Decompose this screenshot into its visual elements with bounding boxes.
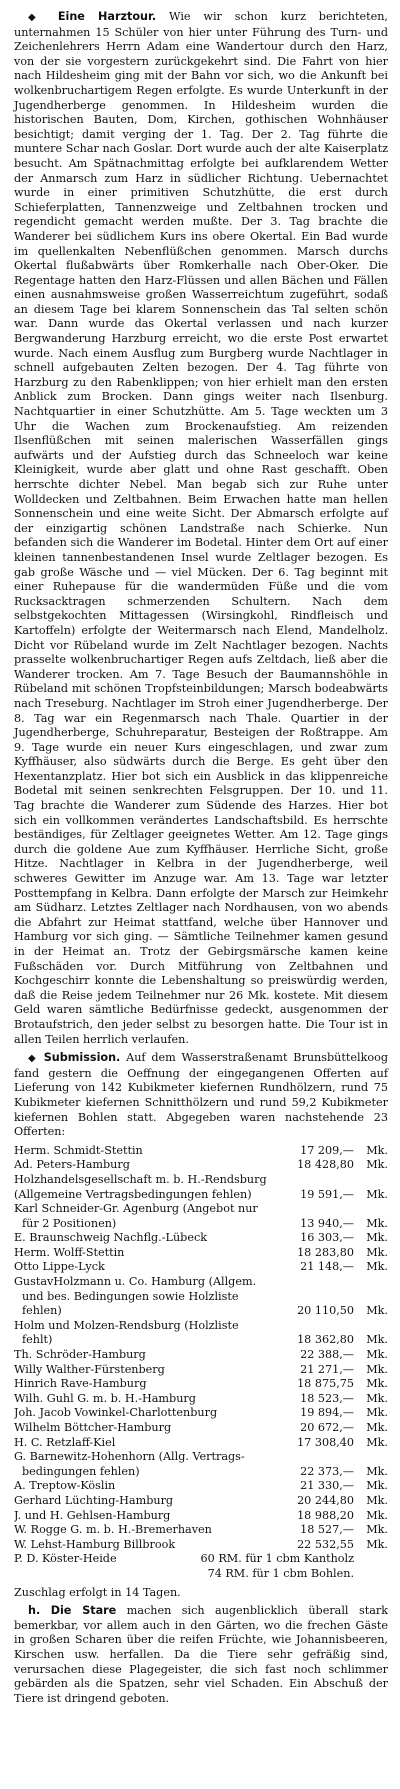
offer-row xyxy=(14,1333,388,1348)
offer-bidder: Hinrich Rave-Hamburg xyxy=(14,1377,147,1391)
offer-bidder: G. Barnewitz-Hohenhorn (Allg. Vertrags- xyxy=(14,1450,245,1464)
offer-bidder: Holm und Molzen-Rendsburg (Holzliste xyxy=(14,1318,239,1332)
offer-row xyxy=(14,1377,388,1392)
offer-row xyxy=(14,1436,388,1451)
offer-row xyxy=(14,1406,388,1421)
offer-bidder: J. und H. Gehlsen-Hamburg xyxy=(14,1508,171,1522)
offer-bidder: A. Treptow-Köslin xyxy=(14,1479,116,1493)
article-marker: h. xyxy=(28,1604,41,1618)
offer-unit: Mk. xyxy=(366,1493,388,1507)
article-heading: Submission. xyxy=(43,1051,121,1065)
offer-amount: 19 894,— xyxy=(300,1406,354,1420)
offer-bidder: bedingungen fehlen) xyxy=(22,1464,140,1478)
offer-amount: 18 428,80 xyxy=(297,1158,354,1172)
offer-bidder: W. Lehst-Hamburg Billbrook xyxy=(14,1537,176,1551)
offer-list xyxy=(14,1144,388,1582)
offer-row xyxy=(14,1465,388,1480)
offer-bidder: (Allgemeine Vertragsbedingungen fehlen) xyxy=(14,1187,252,1201)
offer-bidder: Gerhard Lüchting-Hamburg xyxy=(14,1493,174,1507)
offer-row xyxy=(14,1552,388,1567)
offer-unit: Mk. xyxy=(366,1421,388,1434)
offer-bidder: für 2 Positionen) xyxy=(22,1216,117,1230)
article-submission xyxy=(14,1051,388,1140)
offer-bidder: H. C. Retzlaff-Kiel xyxy=(14,1435,116,1449)
offer-amount: 21 271,— xyxy=(300,1362,354,1376)
offer-amount: 22 388,— xyxy=(300,1348,354,1362)
article-heading: Eine Harztour. xyxy=(57,10,157,23)
offer-unit: Mk. xyxy=(366,1333,388,1347)
offer-amount: 13 940,— xyxy=(300,1216,354,1230)
offer-unit: Mk. xyxy=(366,1479,388,1493)
offer-row xyxy=(14,1173,388,1188)
offer-unit: Mk. xyxy=(366,1143,388,1157)
offer-bidder: Otto Lippe-Lyck xyxy=(14,1260,105,1274)
offer-row xyxy=(14,1509,388,1524)
offer-amount: 17 308,40 xyxy=(297,1435,354,1449)
offer-bidder: und bes. Bedingungen sowie Holzliste xyxy=(22,1289,239,1303)
offer-row xyxy=(14,1246,388,1261)
offer-amount: 18 875,75 xyxy=(297,1377,354,1391)
offer-unit: Mk. xyxy=(366,1464,388,1478)
offer-row xyxy=(14,1290,388,1305)
offer-row xyxy=(14,1319,388,1334)
offer-unit: Mk. xyxy=(366,1391,388,1405)
offer-unit: Mk. xyxy=(366,1508,388,1522)
article-heading: Die Stare xyxy=(50,1604,117,1618)
offer-bidder: W. Rogge G. m. b. H.-Bremerhaven xyxy=(14,1523,212,1537)
offer-bidder: Th. Schröder-Hamburg xyxy=(14,1348,146,1362)
offer-bidder: GustavHolzmann u. Co. Hamburg (Allgem. xyxy=(14,1275,257,1289)
offer-bidder: fehlen) xyxy=(22,1304,62,1318)
offer-row xyxy=(14,1363,388,1378)
offer-row xyxy=(14,1479,388,1494)
offer-row xyxy=(14,1275,388,1290)
offer-bidder: Ad. Peters-Hamburg xyxy=(14,1158,130,1172)
offer-unit: Mk. xyxy=(366,1435,388,1449)
offer-row xyxy=(14,1144,388,1159)
article-body: machen sich augenblicklich überall stark bemerkbar, vor allem auch in den Gärten, wo die frechen Gäste in großen Scharen über die reifen Früchte, wie Johannisbeeren, Kirschen usw. herfallen. Da die Tiere sehr gefräßig sind, verursachen diese Plagegeister, die sich fast noch schlimmer gebärden als die Spatzen, sehr viel Schaden. Ein Abschuß der Tiere ist dringend geboten. xyxy=(14,1604,388,1705)
article-stare xyxy=(14,1604,388,1706)
offer-unit: Mk. xyxy=(366,1158,388,1172)
offer-row xyxy=(14,1450,388,1465)
offer-row xyxy=(14,1260,388,1275)
offer-bidder: Willy Walther-Fürstenberg xyxy=(14,1362,165,1376)
diamond-bullet-icon: ◆ xyxy=(28,12,45,23)
offer-unit: Mk. xyxy=(366,1231,388,1245)
offer-amount: 18 988,20 xyxy=(297,1508,354,1522)
article-body: Wie wir schon kurz berichteten, unternahmen 15 Schüler von hier unter Führung des Turn- und Zeichenlehrers Herrn Adam eine Wandertour durch den Harz, von der sie vorgestern zurückgekehrt sind. Die Fahrt von hier nach Hildesheim ging mit der Bahn vor sich, wo die Ankunft bei wolkenbruchartigem Regen erfolgte. Es wurde Unterkunft in der Jugendherberge genommen. In Hildesheim wurden die historischen Bauten, Dom, Kirchen, gothischen Wohnhäuser besichtigt; damit verging der 1. Tag. Der 2. Tag führte die muntere Schar nach Goslar. Dort wurde auch der alte Kaiserplatz besucht. Am Spätnachmittag erfolgte bei aufklarendem Wetter der Anmarsch zum Harz in südlicher Richtung. Uebernachtet wurde in einer primitiven Schutzhütte, die erst durch Schieferplatten, Tannenzweige und Zeltbahnen trocken und regendicht gemacht werden mußte. Der 3. Tag brachte die Wanderer bei südlichem Kurs ins obere Okertal. Ein Bad wurde im quellenkalten Nebenflüßchen genommen. Marsch durchs Okertal flußabwärts über Romkerhalle nach Ober-Oker. Die Regentage hatten den Harz-Flüssen und allen Bächen und Fällen einen ausnahmsweise großen Wasserreichtum zugeführt, sodaß an diesem Tage bei klarem Sonnenschein das Tal selten schön war. Dann wurde das Okertal verlassen und nach kurzer Bergwanderung Harzburg erreicht, wo die erste Post erwartet wurde. Nach einem Ausflug zum Burgberg wurde Nachtlager in schnell aufgebauten Zelten bezogen. Der 4. Tag führte von Harzburg zu den Rabenklippen; von hier erhielt man den ersten Anblick zum Brocken. Dann gings weiter nach Ilsenburg. Nachtquartier in einer Schutzhütte. Am 5. Tage weckten um 3 Uhr die Wachen zum Brockenaufstieg. Am reizenden Ilsenflüßchen mit seinen malerischen Wasserfällen gings aufwärts und der Aufstieg durch das Schneeloch war keine Kleinigkeit, wurde aber glatt und ohne Rast geschafft. Oben herrschte dichter Nebel. Man begab sich zur Ruhe unter Wolldecken und Zeltbahnen. Beim Erwachen hatte man hellen Sonnenschein und eine weite Sicht. Der Abmarsch erfolgte auf der einzigartig schönen Landstraße nach Schierke. Nun befanden sich die Wanderer im Bodetal. Hinter dem Ort auf einer kleinen tannenbestandenen Insel wurde Zeltlager bezogen. Es gab große Wäsche und — viel Mücken. Der 6. Tag beginnt mit einer Ruhepause für die wandermüden Füße und die vom Rucksacktragen schmerzenden Schultern. Nach dem selbstgekochten Mittagessen (Wirsingkohl, Rindfleisch und Kartoffeln) erfolgte der Weitermarsch nach Elend, Mandelholz. Dicht vor Rübeland wurde im Zelt Nachtlager bezogen. Nachts prasselte wolkenbruchartiger Regen aufs Zeltdach, ließ aber die Wanderer trocken. Am 7. Tage Besuch der Baumannshöhle in Rübeland mit schönen Tropfsteinbildungen; Marsch bodeabwärts nach Treseburg. Nachtlager im Stroh einer Jugendherberge. Der 8. Tag war ein Regenmarsch nach Thale. Quartier in der Jugendherberge, Schuhreparatur, Besteigen der Roßtrappe. Am 9. Tage wurde ein neuer Kurs eingeschlagen, und zwar zum Kyffhäuser, also südwärts durch die Berge. Es geht über den Hexentanzplatz. Hier bot sich ein Ausblick in das klippenreiche Bodetal mit seinen senkrechten Felsgruppen. Der 10. und 11. Tag brachte die Wanderer zum Südende des Harzes. Hier bot sich ein vollkommen verändertes Landschaftsbild. Es herrschte beständiges, für Zeltlager geeignetes Wetter. Am 12. Tage gings durch die goldene Aue zum Kyffhäuser. Herrliche Sicht, große Hitze. Nachtlager in Kelbra in der Jugendherberge, weil schweres Gewitter im Anzuge war. Am 13. Tage war letzter Posttempfang in Kelbra. Dann erfolgte der Marsch zur Heimkehr am Südharz. Letztes Zeltlager nach Nordhausen, von wo abends die Abfahrt zur Heimat stattfand, welche über Hannover und Hamburg vor sich ging. — Sämtliche Teilnehmer kamen gesund in der Heimat an. Trotz der Gebirgsmärsche kamen keine Fußschäden vor. Durch Mitführung von Zeltbahnen und Kochgeschirr konnte die Lebenshaltung so preiswürdig werden, daß die Reise jedem Teilnehmer nur 26 Mk. kostete. Mit diesem Geld waren sämtliche Bedürfnisse gedeckt, ausgenommen der Brotaufstrich, den jeder selbst zu besorgen hatte. Die Tour ist in allen Teilen herrlich verlaufen. xyxy=(14,10,388,1046)
offer-amount: 16 303,— xyxy=(300,1231,354,1245)
offer-bidder: Herm. Schmidt-Stettin xyxy=(14,1143,143,1157)
offer-bidder: Joh. Jacob Vowinkel-Charlottenburg xyxy=(14,1406,218,1420)
offer-bidder: Wilhelm Böttcher-Hamburg xyxy=(14,1421,172,1434)
offer-amount: 74 RM. für 1 cbm Bohlen. xyxy=(207,1566,354,1580)
offer-amount: 18 527,— xyxy=(300,1523,354,1537)
offer-amount: 22 532,55 xyxy=(297,1537,354,1551)
offer-amount: 21 330,— xyxy=(300,1479,354,1493)
offer-unit: Mk. xyxy=(366,1304,388,1318)
offer-row xyxy=(14,1217,388,1232)
offer-row xyxy=(14,1494,388,1509)
offer-amount: 20 110,50 xyxy=(297,1304,354,1318)
offer-bidder: E. Braunschweig Nachflg.-Lübeck xyxy=(14,1231,207,1245)
offer-bidder: Herm. Wolff-Stettin xyxy=(14,1245,125,1259)
offer-row xyxy=(14,1567,388,1582)
offer-row xyxy=(14,1188,388,1203)
offer-amount: 22 373,— xyxy=(300,1464,354,1478)
offer-row xyxy=(14,1304,388,1319)
offer-unit: Mk. xyxy=(366,1348,388,1362)
offer-bidder: Holzhandelsgesellschaft m. b. H.-Rendsburg xyxy=(14,1172,267,1186)
offer-unit: Mk. xyxy=(366,1362,388,1376)
offer-unit: Mk. xyxy=(366,1406,388,1420)
offer-unit: Mk. xyxy=(366,1377,388,1391)
offer-amount: 18 362,80 xyxy=(297,1333,354,1347)
offer-unit: Mk. xyxy=(366,1245,388,1259)
offer-row xyxy=(14,1202,388,1217)
offer-row xyxy=(14,1231,388,1246)
offer-amount: 20 672,— xyxy=(300,1421,354,1434)
article-closing: Zuschlag erfolgt in 14 Tagen. xyxy=(14,1585,181,1599)
offer-row xyxy=(14,1158,388,1173)
diamond-bullet-icon: ◆ xyxy=(28,1053,38,1065)
offer-amount: 21 148,— xyxy=(300,1260,354,1274)
offer-row xyxy=(14,1421,388,1436)
article-body: Auf dem Wasserstraßenamt Brunsbüttelkoog fand gestern die Oeffnung der eingegangenen Offerten auf Lieferung von 142 Kubikmeter kiefernen Rundhölzern, rund 75 Kubikmeter kiefernen Schnitthölzern und rund 59,2 Kubikmeter kiefernen Bohlen statt. Abgegeben waren nachstehende 23 Offerten: xyxy=(14,1051,388,1139)
offer-amount: 19 591,— xyxy=(300,1187,354,1201)
offer-unit: Mk. xyxy=(366,1523,388,1537)
offer-unit: Mk. xyxy=(366,1187,388,1201)
offer-row xyxy=(14,1523,388,1538)
offer-amount: 17 209,— xyxy=(300,1143,354,1157)
offer-unit: Mk. xyxy=(366,1216,388,1230)
offer-bidder: Wilh. Guhl G. m. b. H.-Hamburg xyxy=(14,1391,196,1405)
offer-unit: Mk. xyxy=(366,1260,388,1274)
offer-bidder: fehlt) xyxy=(22,1333,53,1347)
offer-row xyxy=(14,1392,388,1407)
offer-bidder: P. D. Köster-Heide xyxy=(14,1552,117,1566)
offer-amount: 20 244,80 xyxy=(297,1493,354,1507)
offer-unit: Mk. xyxy=(366,1537,388,1551)
offer-amount: 60 RM. für 1 cbm Kantholz xyxy=(200,1552,354,1566)
offer-amount: 18 283,80 xyxy=(297,1245,354,1259)
offer-row xyxy=(14,1538,388,1553)
offer-amount: 18 523,— xyxy=(300,1391,354,1405)
article-harztour xyxy=(14,10,388,1047)
offer-row xyxy=(14,1348,388,1363)
offer-bidder: Karl Schneider-Gr. Agenburg (Angebot nur xyxy=(14,1202,258,1216)
